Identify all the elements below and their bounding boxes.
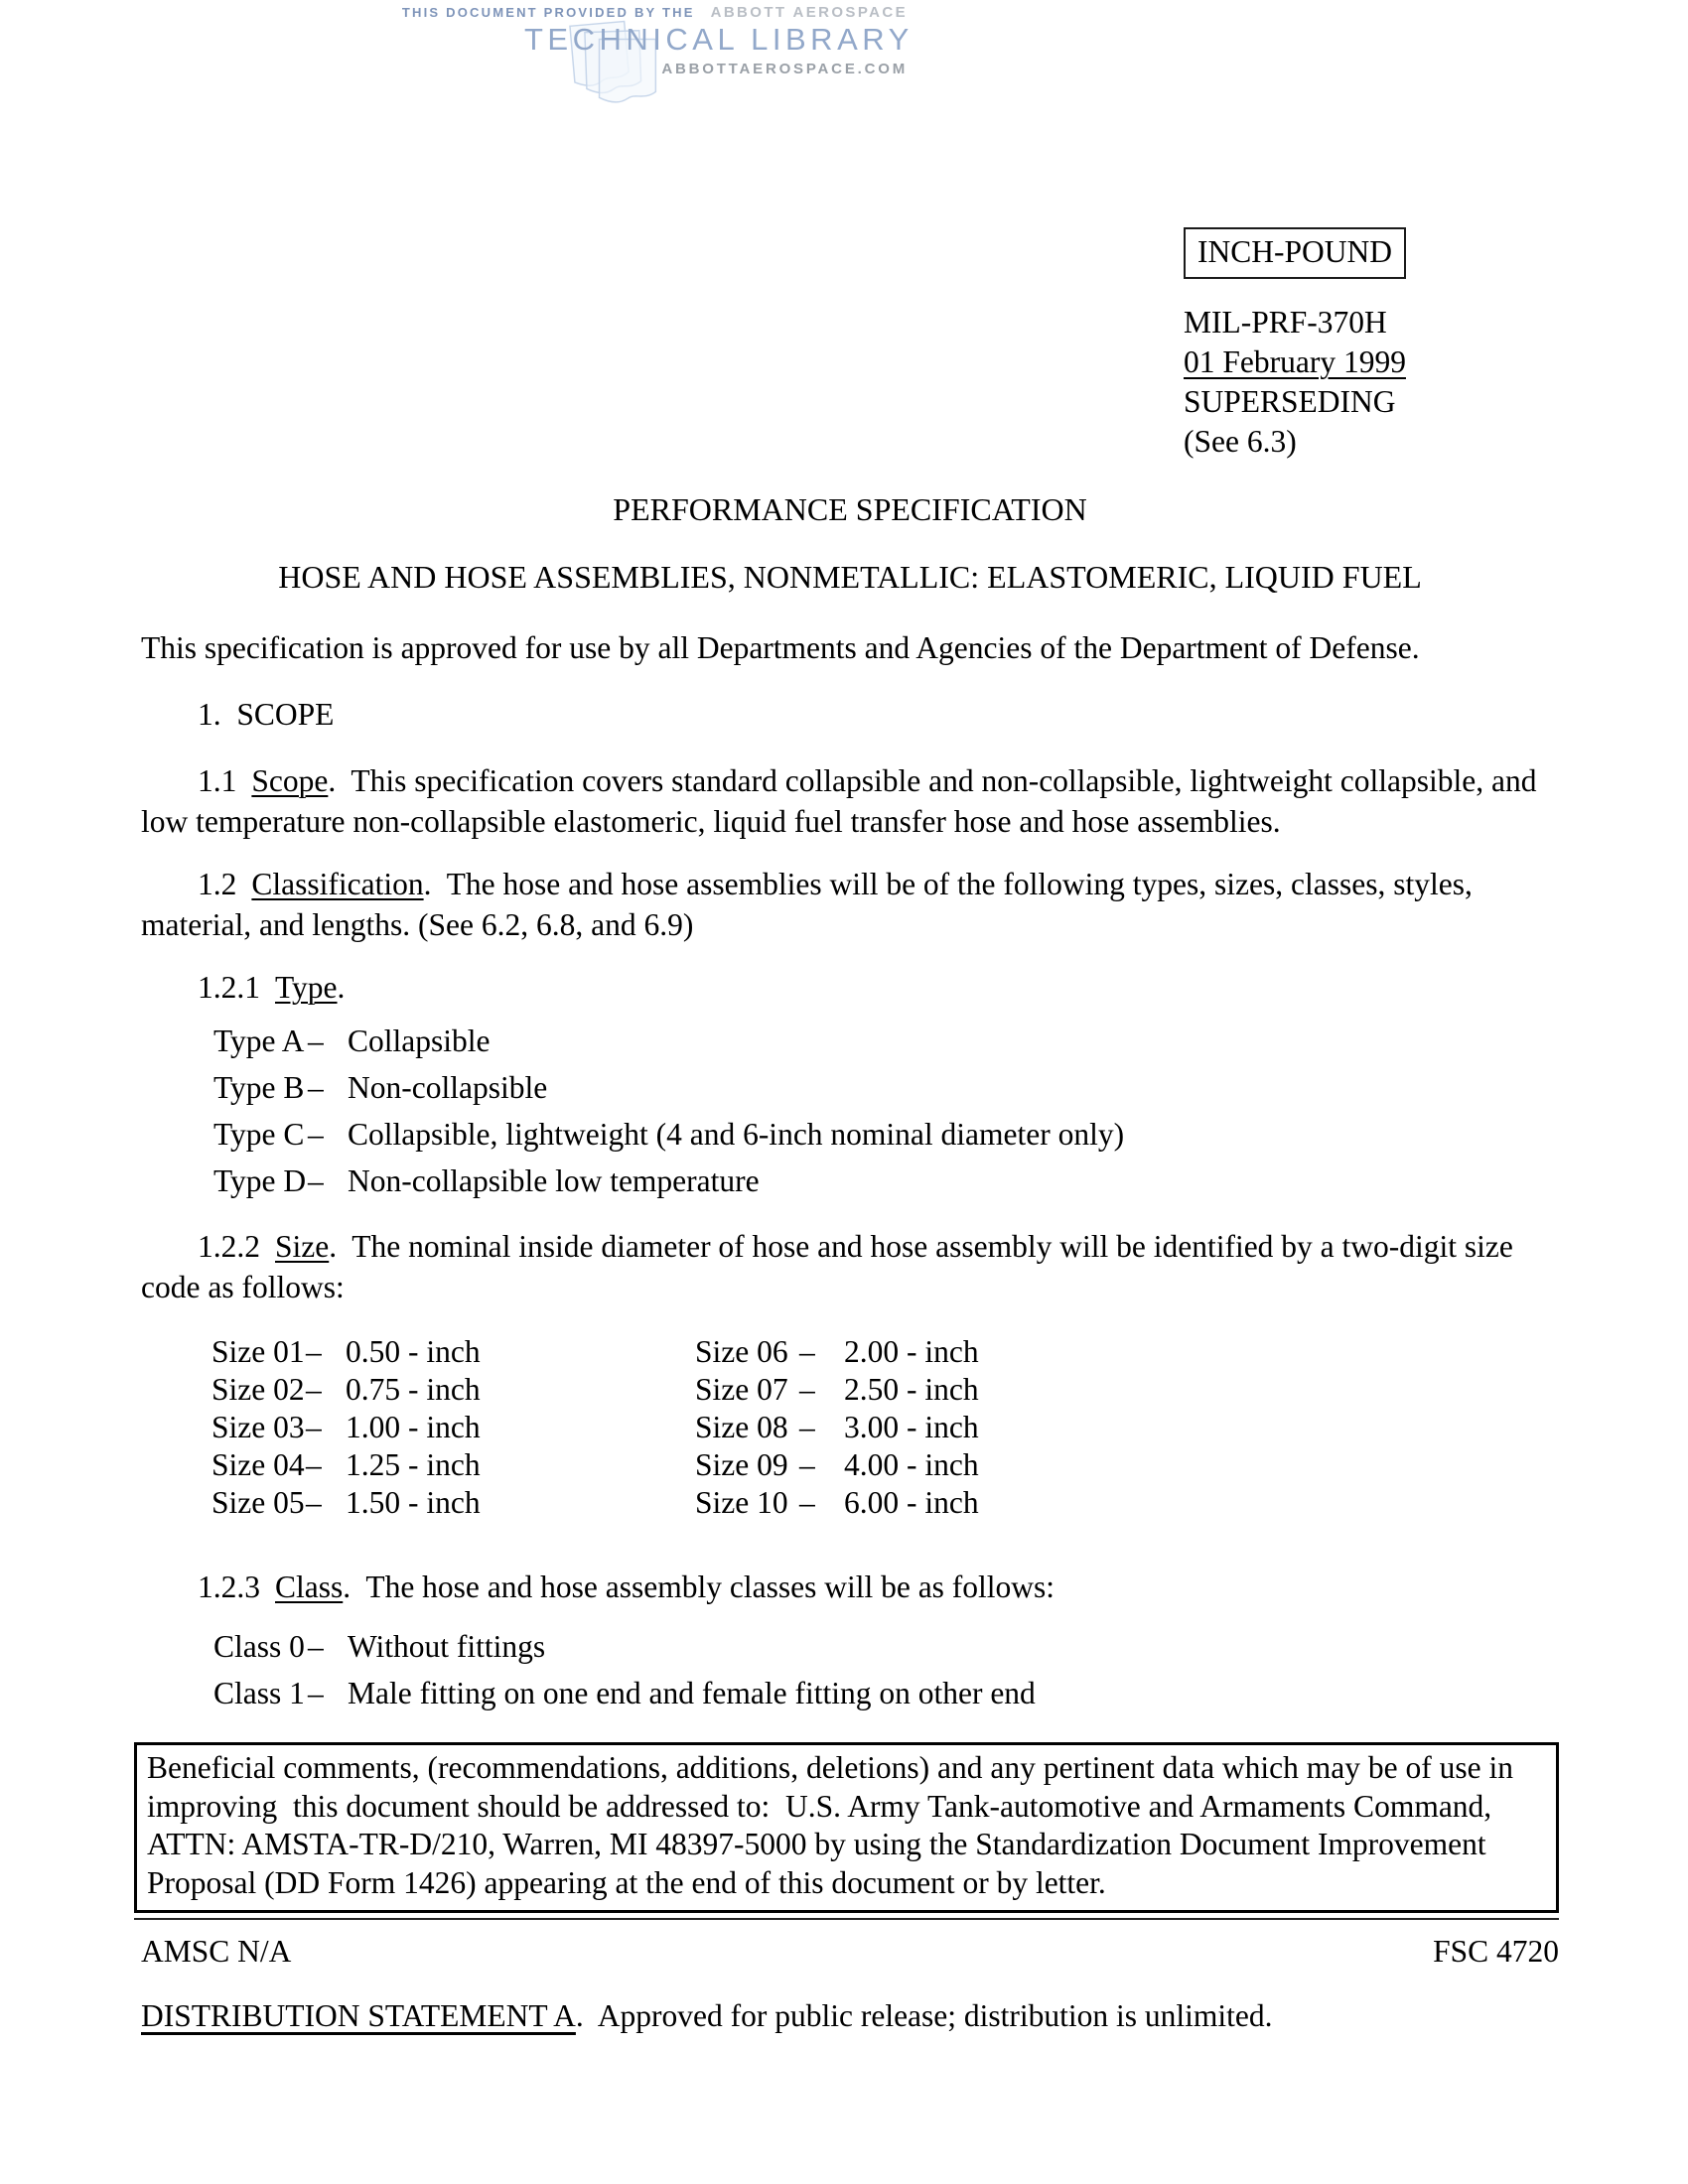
section-1-2-text: . The hose and hose assemblies will be of the following types, sizes, classes, styles, material, and lengths. (See 6.2, 6.8, and 6.9) [141,867,1480,942]
class-description: Without fittings [348,1629,546,1664]
size-code: Size 03 [211,1410,305,1444]
size-value: 2.50 - inch [844,1372,979,1407]
type-code: Type A [213,1024,305,1058]
approval-paragraph: This specification is approved for use by all Departments and Agencies of the Department of Defense. [141,630,1420,665]
size-code: Size 02 [211,1372,305,1407]
size-code: Size 06 [695,1334,788,1369]
section-1-2-1-label: Type [275,970,338,1005]
size-code: Size 08 [695,1410,788,1444]
dash-separator: – [308,1070,324,1105]
size-value: 4.00 - inch [844,1447,979,1482]
doc-date: 01 February 1999 [1184,344,1406,379]
class-description: Male fitting on one end and female fitting on other end [348,1676,1036,1710]
section-1-2-2-label: Size [275,1229,330,1264]
class-code: Class 1 [213,1676,305,1710]
size-row [695,1446,1559,1484]
section-1-2-3-paragraph [141,1567,1559,1607]
type-code: Type D [213,1163,307,1198]
size-value: 6.00 - inch [844,1485,979,1520]
size-code: Size 04 [211,1447,305,1482]
dash-separator: – [799,1485,815,1520]
size-value: 0.75 - inch [346,1372,481,1407]
distribution-statement [141,1995,1559,2036]
type-description: Collapsible [348,1024,491,1058]
dash-separator: – [308,1676,324,1710]
doc-number: MIL-PRF-370H [1184,305,1387,340]
size-code: Size 05 [211,1485,305,1520]
size-value: 1.25 - inch [346,1447,481,1482]
class-code: Class 0 [213,1629,305,1664]
spec-subject: HOSE AND HOSE ASSEMBLIES, NONMETALLIC: ELASTOMERIC, LIQUID FUEL [278,559,1422,595]
section-1-2-3-text: . The hose and hose assembly classes will be as follows: [343,1570,1055,1604]
size-row [695,1371,1559,1409]
dash-separator: – [799,1372,815,1407]
size-value: 1.00 - inch [346,1410,481,1444]
document-body [141,0,1559,2036]
size-row [141,1333,695,1371]
size-code: Size 01 [211,1334,305,1369]
class-list [141,1623,1559,1716]
section-1-2-1-text: . [337,970,346,1005]
dash-separator: – [308,1024,324,1058]
type-row [141,1018,1559,1064]
class-row [141,1670,1559,1716]
section-1-1-paragraph [141,760,1559,842]
size-row [141,1484,695,1522]
section-1-2-paragraph [141,864,1559,945]
size-row [141,1446,695,1484]
section-1-2-2-text: . The nominal inside diameter of hose and hose assembly will be identified by a two-digit size code as follows: [141,1229,1521,1304]
dash-separator: – [306,1372,322,1407]
size-value: 1.50 - inch [346,1485,481,1520]
size-code: Size 07 [695,1372,788,1407]
section-1-2-number: 1.2 [198,867,237,901]
distribution-statement-text: . Approved for public release; distribution is unlimited. [575,1998,1273,2033]
watermark-brand-text: ABBOTT AEROSPACE [710,4,908,21]
dash-separator: – [799,1447,815,1482]
beneficial-comments-box: Beneficial comments, (recommendations, additions, deletions) and any pertinent data which may be of use in improving this document should be addressed to: U.S. Army Tank-automotive and Armaments Command, ATTN: AMSTA-TR-D/210, Warren, MI 48397-5000 by using the Standardization Document Improvement Proposal (DD Form 1426) appearing at the end of this document or by letter. [134,1742,1559,1913]
superseding-label: SUPERSEDING [1184,384,1396,419]
type-description: Non-collapsible [348,1070,548,1105]
type-row [141,1064,1559,1111]
section-1-2-1-paragraph [141,967,1559,1008]
section-1-1-number: 1.1 [198,763,237,798]
amsc-code: AMSC N/A [141,1934,292,1969]
section-1-2-2-number: 1.2.2 [198,1229,260,1264]
size-value: 3.00 - inch [844,1410,979,1444]
size-code: Size 10 [695,1485,788,1520]
dash-separator: – [306,1447,322,1482]
section-1-2-label: Classification [251,867,424,901]
dash-separator: – [308,1163,324,1198]
footer-codes-row [141,1931,1559,1972]
size-value: 2.00 - inch [844,1334,979,1369]
section-1-2-1-number: 1.2.1 [198,970,260,1005]
type-list [141,1018,1559,1204]
size-code-table [141,1333,1559,1522]
type-row [141,1158,1559,1204]
dash-separator: – [799,1334,815,1369]
inch-pound-badge: INCH-POUND [1184,227,1406,279]
section-1-1-text: . This specification covers standard collapsible and non-collapsible, lightweight collapsible, and low temperature non-collapsible elastomeric, liquid fuel transfer hose and hose assemblies. [141,763,1545,839]
section-1-1-label: Scope [251,763,329,798]
dash-separator: – [799,1410,815,1444]
size-row [695,1484,1559,1522]
size-row [141,1409,695,1446]
section-1-2-3-number: 1.2.3 [198,1570,260,1604]
spec-heading: PERFORMANCE SPECIFICATION [613,491,1087,527]
watermark-provided-text: THIS DOCUMENT PROVIDED BY THE [401,5,695,20]
size-row [695,1333,1559,1371]
section-1-2-2-paragraph [141,1226,1559,1307]
class-row [141,1623,1559,1670]
size-code: Size 09 [695,1447,788,1482]
size-row [695,1409,1559,1446]
size-column-left [141,1333,695,1522]
type-code: Type B [213,1070,305,1105]
type-row [141,1111,1559,1158]
type-code: Type C [213,1117,305,1152]
type-description: Collapsible, lightweight (4 and 6-inch nominal diameter only) [348,1117,1125,1152]
dash-separator: – [306,1485,322,1520]
dash-separator: – [308,1629,324,1664]
see-reference: (See 6.3) [1184,424,1297,459]
type-description: Non-collapsible low temperature [348,1163,760,1198]
dash-separator: – [308,1117,324,1152]
dash-separator: – [306,1410,322,1444]
section-1-heading: 1. SCOPE [198,697,335,732]
size-column-right [695,1333,1559,1522]
size-row [141,1371,695,1409]
size-value: 0.50 - inch [346,1334,481,1369]
watermark-url-text: ABBOTTAEROSPACE.COM [661,61,908,77]
section-1-2-3-label: Class [275,1570,344,1604]
watermark-library-text: TECHNICAL LIBRARY [524,22,914,57]
fsc-code: FSC 4720 [1433,1934,1559,1969]
distribution-statement-label: DISTRIBUTION STATEMENT A [141,1998,576,2033]
dash-separator: – [306,1334,322,1369]
